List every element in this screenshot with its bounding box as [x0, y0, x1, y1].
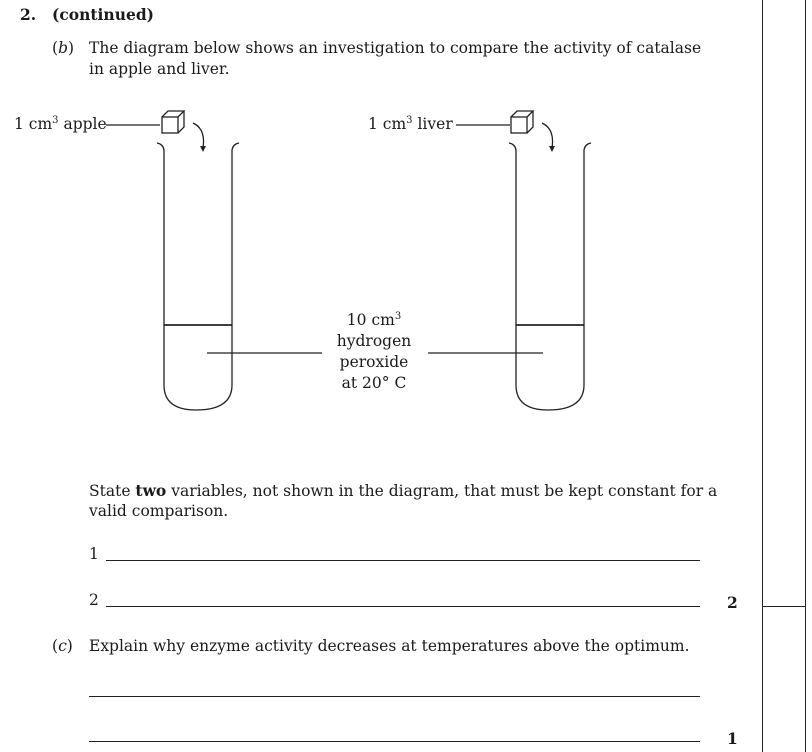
solution-name-line1: hydrogen [336, 332, 412, 350]
apple-label: 1 $cm^3$ apple [14, 114, 107, 133]
left-tube-lip-left [157, 143, 164, 150]
instruction-line2: valid comparison. [89, 502, 229, 520]
instruction-line1: State two variables, not shown in the diagram, that must be kept constant for a [89, 481, 718, 500]
solution-temperature: at 20° C [341, 374, 407, 392]
apple-cube-icon [162, 111, 184, 133]
answer-1-line[interactable] [106, 560, 700, 561]
part-c-label: (c) [52, 637, 73, 655]
solution-volume: 10 $cm^3$ [346, 310, 402, 329]
part-c-answer-line-1[interactable] [89, 696, 700, 697]
part-c-question: Explain why enzyme activity decreases at temperatures above the optimum. [89, 637, 690, 655]
part-b-intro-line1: The diagram below shows an investigation to compare the activity of catalase [89, 39, 702, 57]
question-number: 2. [20, 5, 37, 24]
right-tube-lip-left [509, 143, 516, 150]
question-continued: (continued) [52, 5, 154, 24]
answer-2-line[interactable] [106, 606, 700, 607]
right-test-tube [516, 150, 584, 410]
part-b-label: (b) [52, 39, 75, 57]
part-b-intro-line2: in apple and liver. [89, 60, 230, 78]
part-c-marks: 1 [727, 729, 738, 748]
liver-cube-icon [511, 111, 533, 133]
solution-name-line2: peroxide [339, 353, 409, 371]
liver-drop-arrow-icon [542, 123, 553, 148]
apple-drop-arrow-icon [193, 123, 204, 148]
right-tube-lip-right [584, 143, 591, 150]
left-test-tube [164, 150, 232, 410]
answer-1-number: 1 [89, 545, 99, 563]
part-c-answer-line-2[interactable] [89, 741, 700, 742]
part-b-marks: 2 [727, 593, 738, 612]
answer-2-number: 2 [89, 591, 99, 609]
liver-label: 1 $cm^3$ liver [368, 114, 453, 133]
left-tube-lip-right [232, 143, 239, 150]
